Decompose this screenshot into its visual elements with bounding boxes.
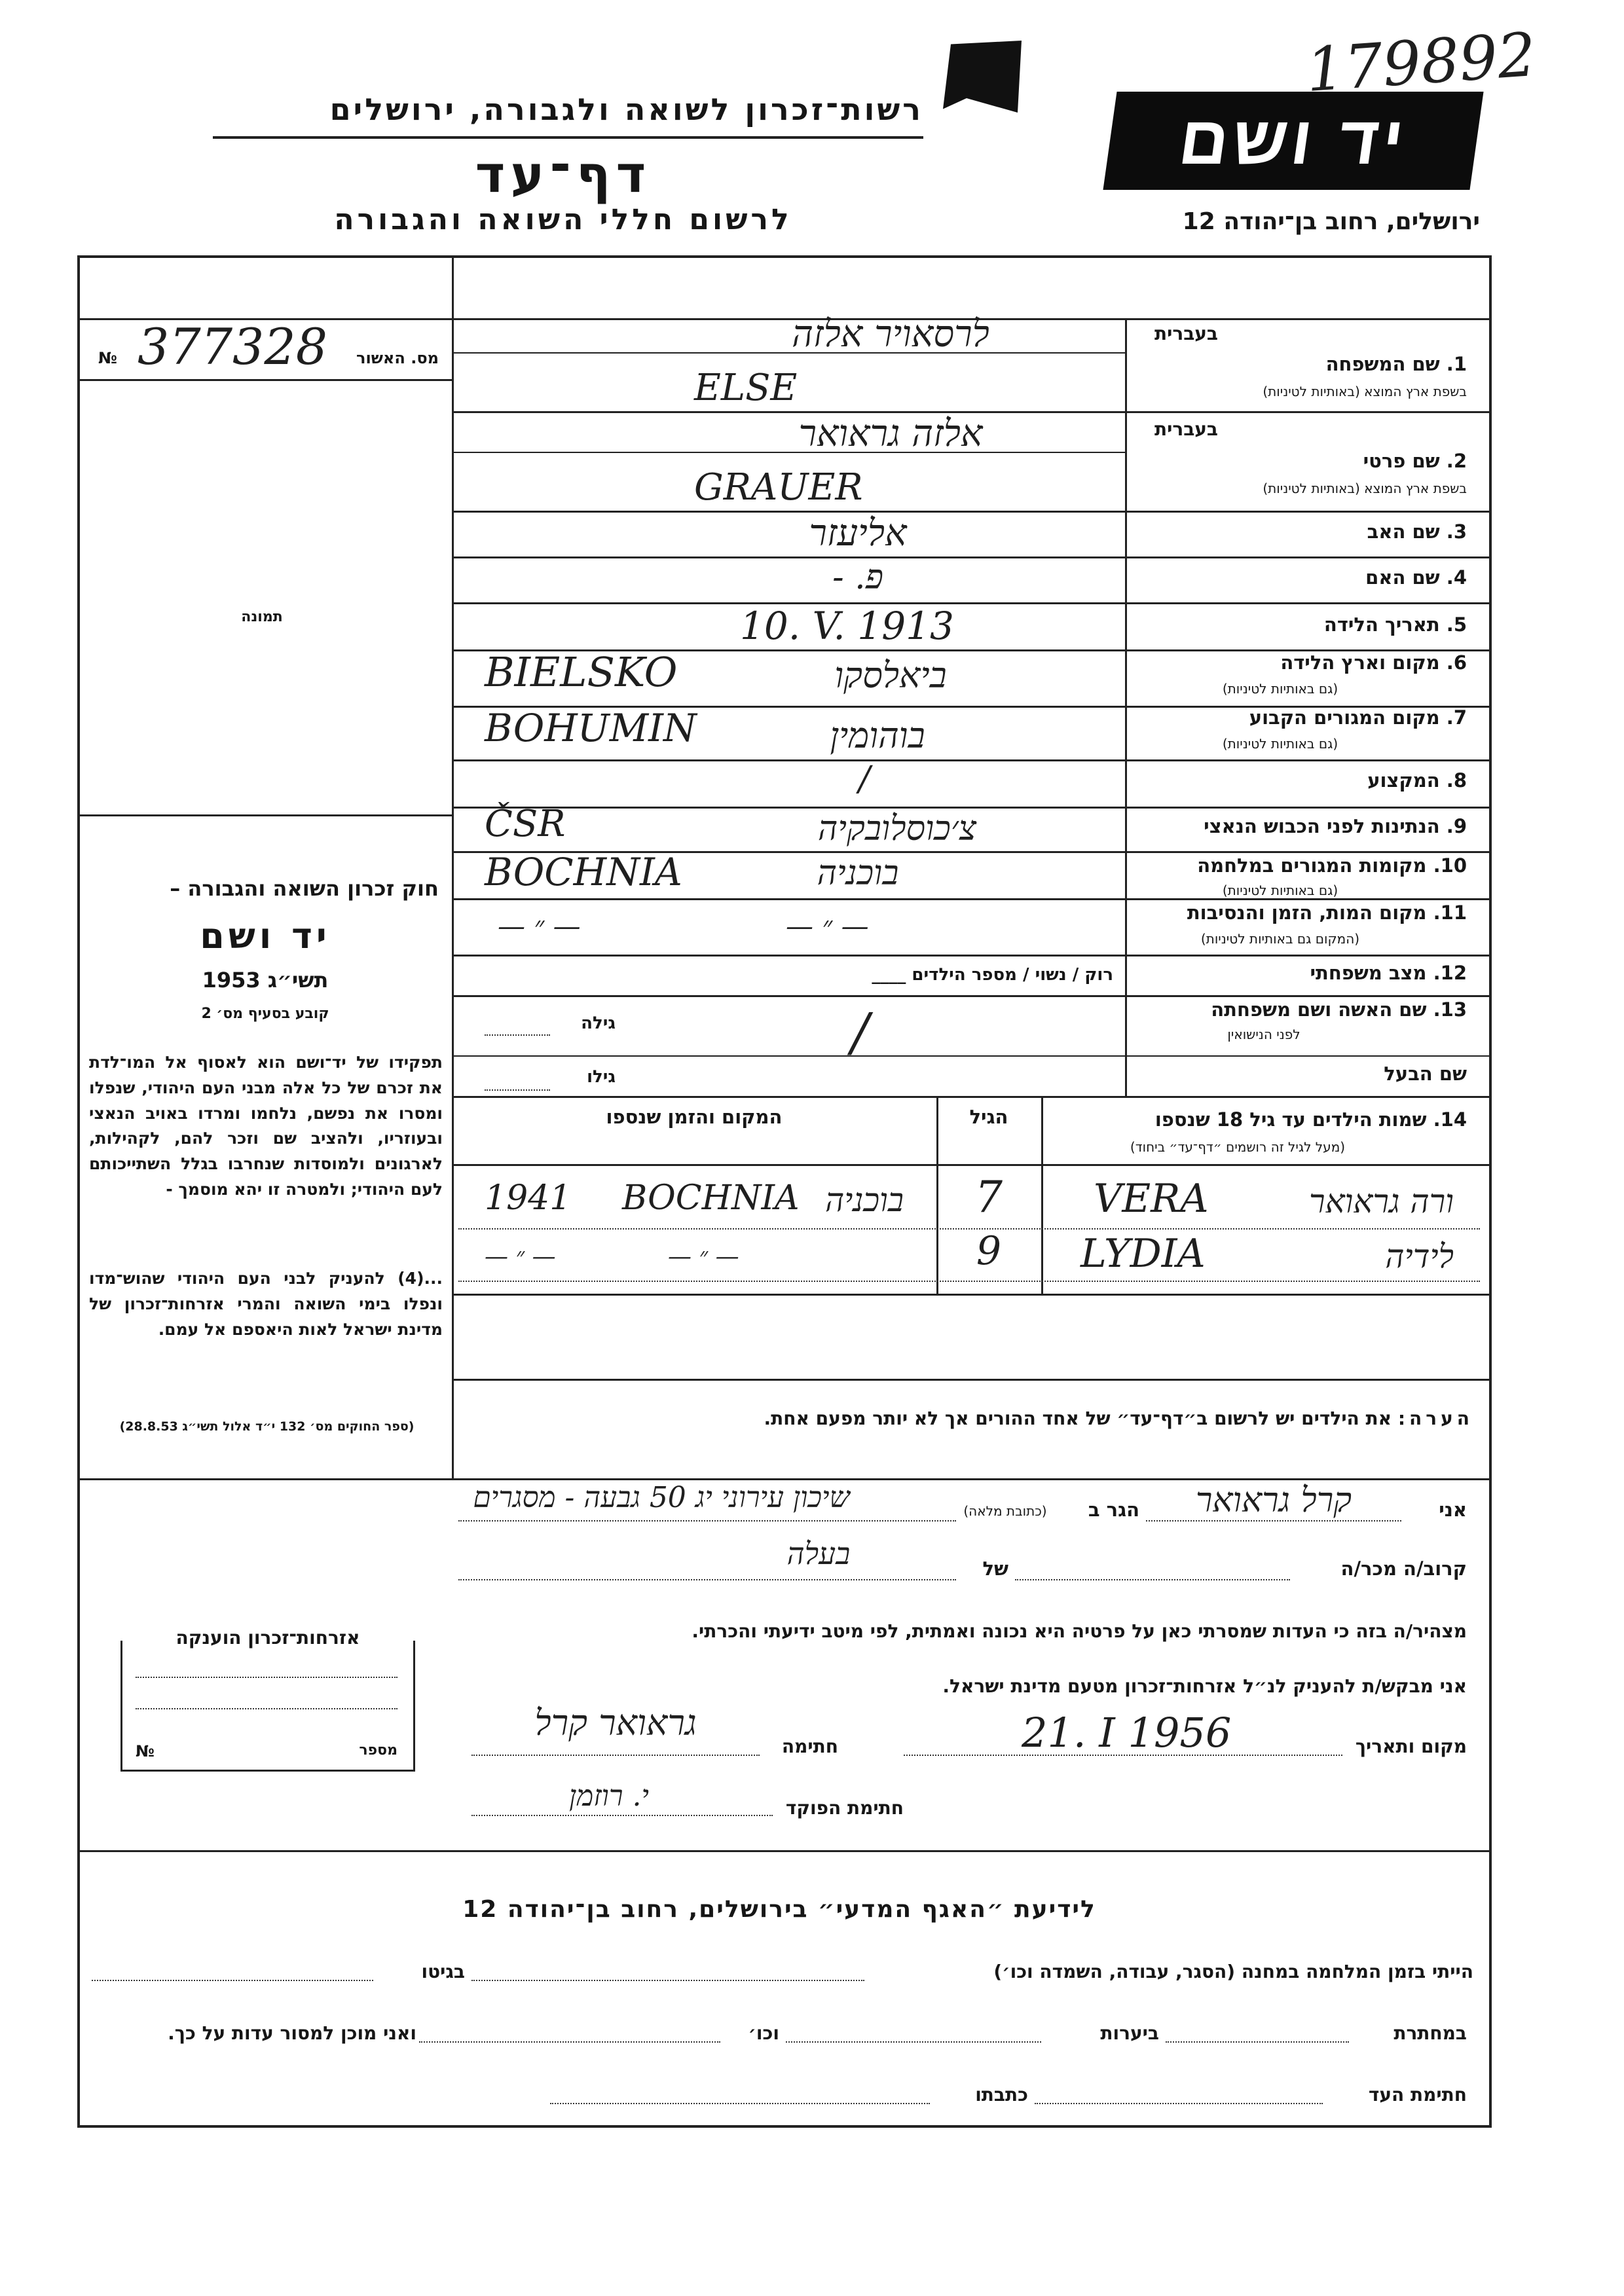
field-2-value-lat: GRAUER <box>694 466 863 509</box>
husband-age-label: גילו <box>587 1067 616 1087</box>
husband-label: שם הבעל <box>1384 1063 1467 1085</box>
field-1-lang: בעברית <box>1154 323 1218 344</box>
child-2-name-he: לידיה <box>1385 1237 1454 1275</box>
field-11-value-he: — ״ — <box>786 910 869 942</box>
field-4-value: פ. - <box>832 558 883 597</box>
footer-address-line <box>550 2103 930 2104</box>
child-1-place-lat: BOCHNIA <box>622 1178 800 1218</box>
footer-camp-line <box>471 1980 864 1981</box>
row-sep-10 <box>452 898 1492 900</box>
child-1-name-lat: VERA <box>1094 1176 1209 1222</box>
officer-label: חתימת הפוקד <box>785 1797 904 1819</box>
footer-witness-line <box>1035 2103 1323 2104</box>
archive-number: 179892 <box>1304 19 1538 106</box>
law-title: חוק זכרון השואה והגבורה – <box>170 876 439 901</box>
decl-of: של <box>982 1558 1008 1580</box>
field-11-sub: (המקום גם באותיות לטיניות) <box>1200 931 1360 947</box>
field-7-value-he: בוהומין <box>830 715 925 756</box>
left-column-divider <box>452 255 454 1480</box>
citizenship-number-label: מספר <box>359 1742 397 1758</box>
field-8-value: / <box>858 759 870 799</box>
page-title: דף־עד <box>475 145 652 204</box>
decl-statement: מצהיר/ה בזה כי העדות שמסרתי כאן על פרטיה היא נכונה ואמתית, לפי מיטב ידיעתי והכרתי. <box>692 1620 1467 1642</box>
law-clause: קובע בסעיף מס׳ 2 <box>201 1006 329 1022</box>
footer-etc: וכו׳ <box>748 2022 779 2044</box>
footer-underground: במחתרת <box>1393 2022 1467 2044</box>
decl-of-line <box>458 1579 956 1580</box>
field-1-value-lat: ELSE <box>694 367 798 409</box>
field-6-sub: (גם באותיות לטיניות) <box>1222 681 1338 697</box>
field-9-value-he: צ׳כוסלובקיה <box>817 809 977 848</box>
field-6-value-he: ביאלסקו <box>834 655 947 696</box>
field-2-value-he: אלזה גראואר <box>798 412 983 455</box>
field-6-label: 6. מקום וארץ הלידה <box>1280 651 1467 674</box>
child-2-place-lat: — ״ — <box>668 1243 739 1270</box>
footer-testify: ואני מוכן למסור עדות על כך. <box>168 2022 416 2044</box>
child-2-year: — ״ — <box>485 1243 556 1270</box>
officer-line <box>471 1815 773 1816</box>
law-paragraph-1: תפקידו של יד־ושם הוא לאסוף אל המו־לדת את זכרם של כל אלה מבני העם היהודי, שנפלו ומסרו את נפשם, נלחמו ומרדו באויב הנאצי ובעוזריו, ולהציב שם וזכר להם, לקהילות, לארגונים ולמוסדות שנחרבו בגלל השתייכותם לעם היהודי; ולמטרה זו יהא מוסמך - <box>89 1053 443 1199</box>
footer-camp: הייתי בזמן המלחמה במחנה (הסגר, עבודה, השמדה וכו׳) <box>993 1961 1473 1982</box>
law-year: תשי״ג 1953 <box>202 968 329 993</box>
child-1-age: 7 <box>975 1172 1003 1222</box>
note-label: הערה: <box>1397 1408 1473 1429</box>
footer-etc-line <box>419 2041 720 2043</box>
signature-label: חתימה <box>781 1736 838 1757</box>
signature-line <box>471 1755 760 1756</box>
field-10-value-lat: BOCHNIA <box>485 850 682 894</box>
note-text: את הילדים יש לרשום ב״דף־עד״ של אחד ההורים אך לא יותר מפעם אחת. <box>764 1408 1392 1429</box>
photo-label: תמונה <box>241 609 283 625</box>
children-col-1 <box>936 1097 938 1294</box>
field-8-label: 8. המקצוע <box>1367 769 1467 792</box>
decl-relative-line <box>1015 1579 1290 1580</box>
field-7-value-lat: BOHUMIN <box>485 706 697 750</box>
field-12-value: רוק / נשוי / מספר הילדים ____ <box>872 965 1113 985</box>
law-name: יד ושם <box>200 915 331 957</box>
field-7-sub: (גם באותיות לטיניות) <box>1222 736 1338 752</box>
field-9-value-lat: ČSR <box>485 803 566 845</box>
field-5-value: 10. V. 1913 <box>740 604 954 648</box>
children-bottom <box>452 1294 1492 1296</box>
officer-signature: י. רוזמן <box>569 1779 649 1813</box>
field-12-label: 12. מצב משפחתי <box>1310 962 1467 984</box>
child-1-place-he: בוכניה <box>825 1181 904 1219</box>
place-date-value: 21. I 1956 <box>1022 1709 1232 1757</box>
decl-addr-hint: (כתובת מלאה) <box>963 1503 1047 1519</box>
field-2-lang: בעברית <box>1154 418 1218 440</box>
decl-resides: הגר ב <box>1088 1499 1139 1521</box>
field-1-label: 1. שם המשפחה <box>1325 353 1467 375</box>
field-1-value-he: לרסאויר אלזה <box>792 313 989 355</box>
approval-no-sign: № <box>98 349 117 367</box>
note-top <box>452 1379 1492 1381</box>
citizenship-title: אזרחות־זכרון הוענקה <box>122 1627 413 1649</box>
child-2-underline <box>458 1281 1480 1282</box>
field-3-value: אליעזר <box>809 512 907 555</box>
logo-text: יד ושם <box>1174 102 1412 179</box>
citizenship-no-sign: № <box>136 1742 155 1760</box>
child-2-name-lat: LYDIA <box>1080 1231 1206 1277</box>
decl-address-line <box>458 1520 956 1522</box>
footer-title: לידיעת ״האגף המדעי״ בירושלים, רחוב בן־יהודה 12 <box>462 1896 1096 1923</box>
approval-cell <box>79 318 452 381</box>
approval-number: 377328 <box>138 318 328 376</box>
field-10-label: 10. מקומות המגורים במלחמה <box>1197 854 1467 877</box>
org-underline <box>213 136 923 139</box>
footer-ghetto: בגיטו <box>421 1961 465 1982</box>
children-label: 14. שמות הילדים עד גיל 18 שנספו <box>1154 1108 1467 1131</box>
decl-request: אני מבקש/ת להעניק לנ״ל אזרחות־זכרון מטעם מדינת ישראל. <box>942 1675 1467 1697</box>
decl-name-line <box>1146 1520 1401 1522</box>
row-sep-14 <box>452 1096 1492 1098</box>
field-13-value: / <box>851 1002 869 1063</box>
children-header-sep <box>452 1164 1492 1166</box>
citizenship-box <box>120 1627 415 1772</box>
decl-relation: בעלה <box>786 1536 851 1571</box>
field-2-label: 2. שם פרטי <box>1363 450 1467 472</box>
field-10-value-he: בוכניה <box>817 854 899 893</box>
footer-forests: ביערות <box>1100 2022 1159 2044</box>
note <box>471 1408 1473 1429</box>
declaration-bottom <box>79 1850 1492 1852</box>
row-sep-3 <box>452 556 1492 558</box>
field-9-label: 9. הנתינות לפני הכבוש הנאצי <box>1204 815 1467 837</box>
decl-address: שיכון עירוני יג 50 גבעה - מסגרים <box>473 1481 850 1514</box>
footer-witness-sig: חתימת העד <box>1368 2084 1467 2105</box>
field-2-sub: בשפת ארץ המוצא (באותיות לטיניות) <box>1263 481 1467 496</box>
row-sep-11 <box>452 955 1492 957</box>
field-6-value-lat: BIELSKO <box>485 648 678 696</box>
children-sub: (מעל לגיל זה רושמים ״דף־עד״ ביחוד) <box>1130 1139 1346 1155</box>
field-5-label: 5. תאריך הלידה <box>1323 613 1467 636</box>
signature-value: גראואר קרל <box>534 1702 697 1743</box>
citizenship-line-1 <box>136 1677 397 1678</box>
note-bottom <box>79 1478 1492 1480</box>
org-line: רשות־זכרון לשואה ולגבורה, ירושלים <box>329 92 923 127</box>
field-11-value-lat: — ״ — <box>498 910 581 942</box>
field-13-age-line <box>485 1034 550 1036</box>
husband-age-line <box>485 1089 550 1091</box>
footer-underground-line <box>1166 2041 1349 2043</box>
field-13-label: 13. שם האשה ושם משפחתה <box>1211 998 1467 1021</box>
field-10-sub: (גם באותיות לטיניות) <box>1222 883 1338 898</box>
decl-ani: אני <box>1439 1499 1467 1521</box>
field-3-label: 3. שם האב <box>1367 520 1467 543</box>
children-col-2 <box>1041 1097 1043 1294</box>
child-1-name-he: ורה גראואר <box>1309 1182 1454 1220</box>
field-4-label: 4. שם האם <box>1365 566 1467 589</box>
field-7-label: 7. מקום המגורים הקבוע <box>1249 706 1467 729</box>
child-1-year: 1941 <box>485 1178 572 1218</box>
row-sep-13 <box>452 1055 1492 1057</box>
black-mark <box>943 41 1022 113</box>
decl-relative-label: קרוב/ה מכר/ה <box>1340 1558 1467 1580</box>
field-11-label: 11. מקום המות, הזמן והנסיבות <box>1187 902 1467 924</box>
footer-ghetto-line <box>92 1980 373 1981</box>
law-reference: (ספר החוקים מס׳ 132 י״ד אלול תשי״ג 28.8.53) <box>119 1419 415 1434</box>
place-date-label: מקום ותאריך <box>1355 1736 1467 1757</box>
field-1-sub: בשפת ארץ המוצא (באותיות לטיניות) <box>1263 384 1467 399</box>
footer-forests-line <box>786 2041 1041 2043</box>
field-13-sub: לפני הנישואין <box>1227 1027 1301 1042</box>
decl-name: קרל גראואר <box>1195 1481 1352 1520</box>
approval-label: מס. האשור <box>356 349 439 367</box>
law-paragraph-2: ...(4) להעניק לבני העם היהודי שהוש־מדו ונפלו בימי השואה והמרי אזרחות־זכרון של מדינת ישראל לאות היאספם אל עמם. <box>89 1269 443 1339</box>
photo-box-bottom <box>79 814 452 816</box>
children-col-place: המקום והזמן שנספו <box>606 1106 783 1128</box>
address: ירושלים, רחוב בן־יהודה 12 <box>1182 208 1480 235</box>
page-subtitle: לרשום חללי השואה והגבורה <box>334 203 792 236</box>
children-col-age: הגיל <box>969 1106 1008 1128</box>
field-13-age-label: גילה <box>581 1013 616 1033</box>
row-sep-7 <box>452 759 1492 761</box>
footer-address: כתבתו <box>975 2084 1028 2105</box>
child-2-age: 9 <box>976 1228 1002 1274</box>
row-sep-12 <box>452 995 1492 997</box>
citizenship-line-2 <box>136 1708 397 1709</box>
